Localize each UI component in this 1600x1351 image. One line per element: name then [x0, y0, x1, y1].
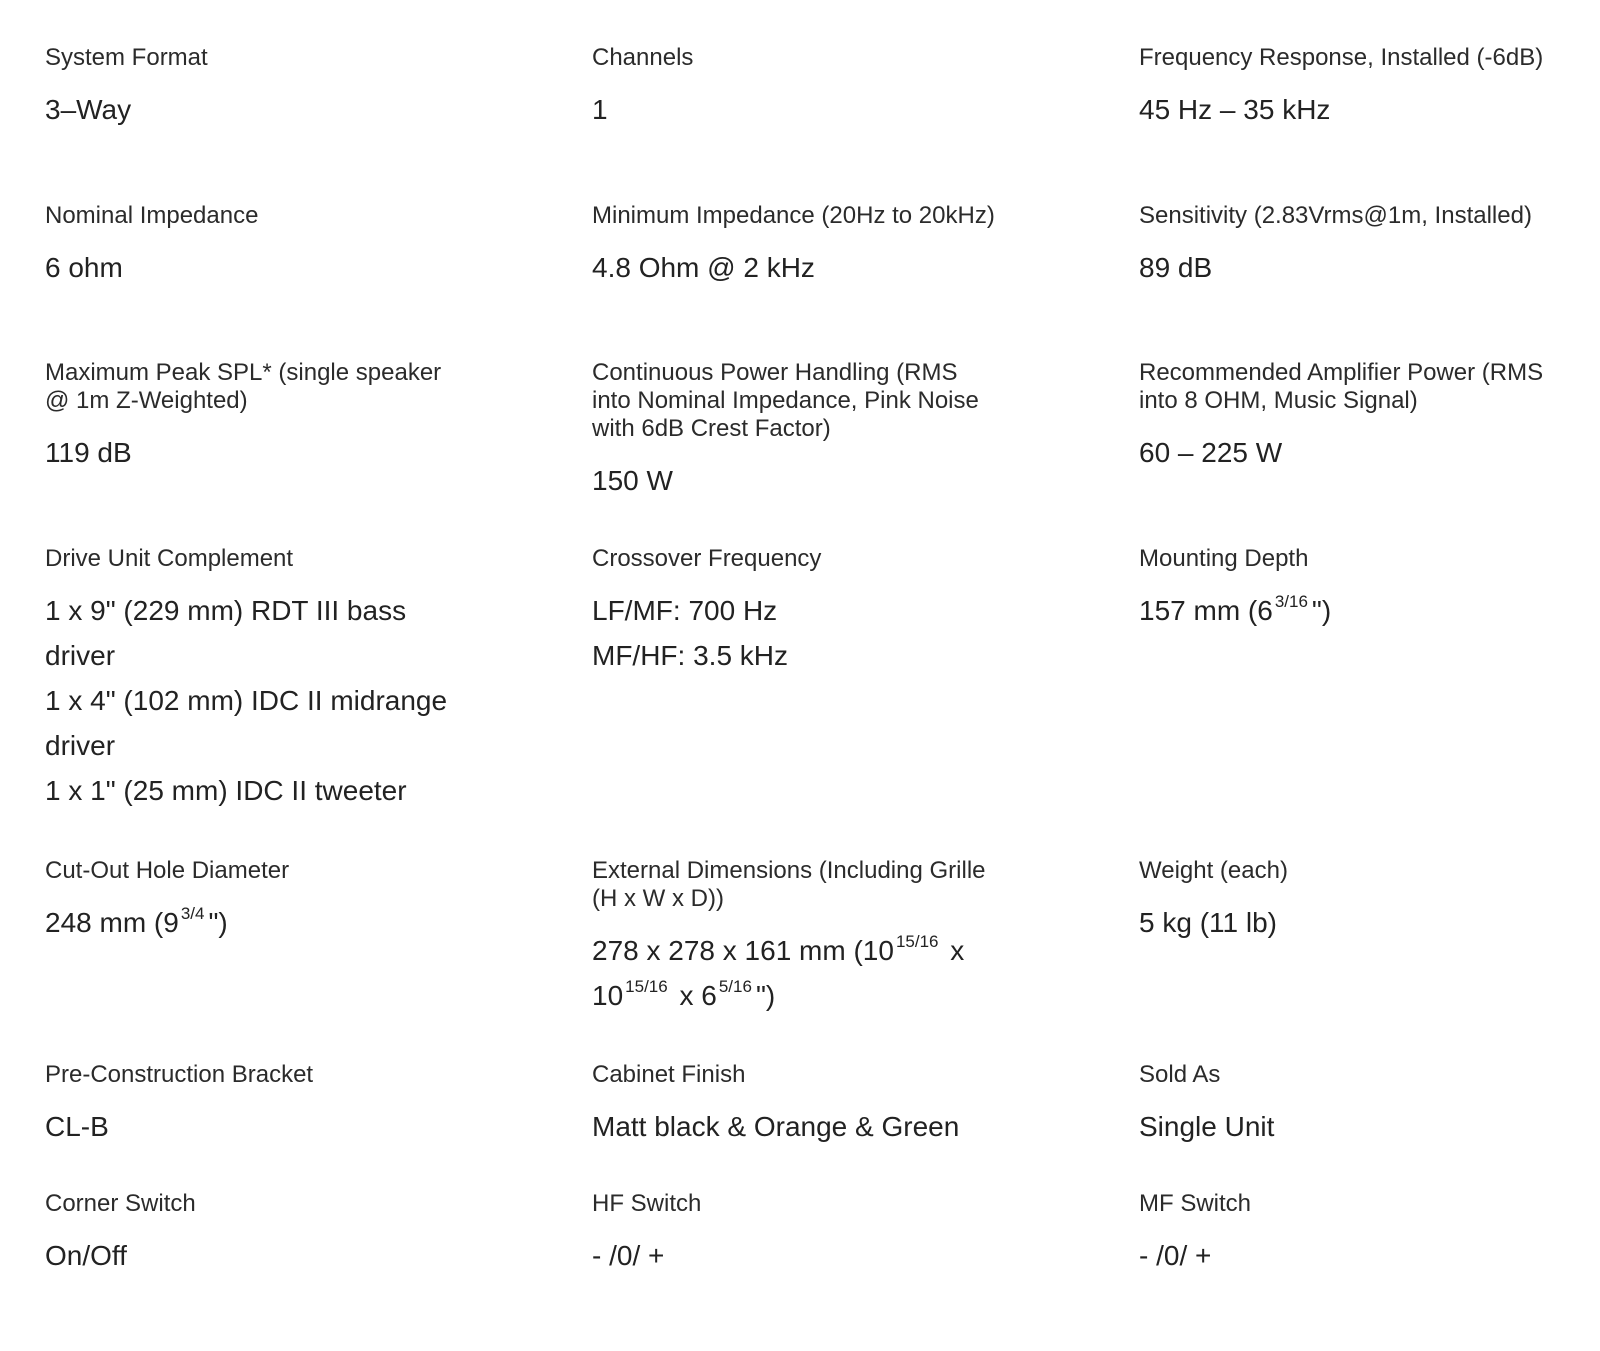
spec-value: 119 dB — [45, 437, 132, 468]
spec-value-text: 157 mm (6 — [1139, 595, 1273, 626]
spec-value-line: 1 x 4" (102 mm) IDC II midrange driver — [45, 685, 448, 761]
spec-label: Nominal Impedance — [45, 202, 259, 229]
spec-value-text: 248 mm (9 — [45, 907, 179, 938]
spec-mf-switch — [1139, 1190, 1549, 1278]
spec-value: 6 ohm — [45, 252, 123, 283]
spec-value-text: ") — [208, 907, 228, 938]
spec-value — [592, 928, 1002, 1018]
spec-value: 150 W — [592, 465, 673, 496]
spec-value — [45, 588, 455, 813]
spec-value: Single Unit — [1139, 1111, 1275, 1142]
spec-label: Sold As — [1139, 1061, 1221, 1088]
spec-label: Cut-Out Hole Diameter — [45, 857, 290, 884]
spec-value — [1139, 588, 1549, 633]
spec-label: Weight (each) — [1139, 857, 1288, 884]
spec-value-fraction: 3/4 — [180, 904, 205, 923]
spec-value: Matt black & Orange & Green — [592, 1111, 960, 1142]
spec-value: - /0/ + — [1139, 1240, 1212, 1271]
spec-label: Pre-Construction Bracket — [45, 1061, 314, 1088]
spec-value: 89 dB — [1139, 252, 1213, 283]
spec-value-fraction: 15/16 — [625, 977, 668, 996]
spec-max-peak-spl — [45, 359, 455, 475]
spec-value-line: MF/HF: 3.5 kHz — [592, 640, 789, 671]
spec-value: 5 kg (11 lb) — [1139, 907, 1277, 938]
spec-value — [592, 588, 1002, 678]
spec-label: System Format — [45, 44, 208, 71]
spec-crossover-frequency — [592, 545, 1002, 678]
spec-mounting-depth — [1139, 545, 1549, 633]
spec-system-format — [45, 44, 455, 132]
spec-value — [45, 900, 455, 945]
spec-recommended-amplifier-power — [1139, 359, 1549, 475]
spec-frequency-response — [1139, 44, 1549, 132]
spec-label: Drive Unit Complement — [45, 545, 294, 572]
spec-corner-switch — [45, 1190, 455, 1278]
spec-label: Mounting Depth — [1139, 545, 1309, 572]
spec-label: Continuous Power Handling (RMS into Nominal Impedance, Pink Noise with 6dB Crest Factor) — [592, 359, 979, 442]
spec-cabinet-finish — [592, 1061, 1002, 1149]
spec-channels — [592, 44, 1002, 132]
spec-value-fraction: 3/16 — [1274, 592, 1308, 611]
spec-value: 1 — [592, 94, 608, 125]
spec-minimum-impedance — [592, 202, 1002, 290]
spec-label: HF Switch — [592, 1190, 702, 1217]
spec-weight — [1139, 857, 1549, 945]
spec-label: External Dimensions (Including Grille (H x W x D)) — [592, 857, 986, 912]
spec-value-text: ") — [755, 980, 776, 1011]
spec-hf-switch — [592, 1190, 1002, 1278]
spec-value: 4.8 Ohm @ 2 kHz — [592, 252, 815, 283]
spec-label: MF Switch — [1139, 1190, 1252, 1217]
spec-sensitivity — [1139, 202, 1549, 290]
spec-value: - /0/ + — [592, 1240, 665, 1271]
spec-value-text: x 10 — [592, 935, 965, 1011]
spec-pre-construction-bracket — [45, 1061, 455, 1149]
spec-label: Minimum Impedance (20Hz to 20kHz) — [592, 202, 995, 229]
spec-label: Channels — [592, 44, 694, 71]
spec-value-line: 1 x 1" (25 mm) IDC II tweeter — [45, 775, 407, 806]
spec-value-fraction: 15/16 — [895, 932, 939, 951]
spec-label: Cabinet Finish — [592, 1061, 746, 1088]
spec-continuous-power — [592, 359, 1002, 503]
spec-label: Corner Switch — [45, 1190, 196, 1217]
spec-value: 60 – 225 W — [1139, 437, 1283, 468]
spec-external-dimensions — [592, 857, 1002, 1018]
spec-value-text: ") — [1311, 595, 1332, 626]
spec-drive-unit-complement — [45, 545, 455, 813]
spec-label: Maximum Peak SPL* (single speaker @ 1m Z-Weighted) — [45, 359, 442, 414]
spec-value-text: x 6 — [679, 980, 717, 1011]
spec-value-text: 278 x 278 x 161 mm (10 — [592, 935, 894, 966]
spec-value-fraction: 5/16 — [718, 977, 752, 996]
spec-label: Crossover Frequency — [592, 545, 822, 572]
spec-value: CL-B — [45, 1111, 109, 1142]
spec-value: 3–Way — [45, 94, 132, 125]
spec-cut-out-hole-diameter — [45, 857, 455, 945]
spec-value: On/Off — [45, 1240, 127, 1271]
spec-value: 45 Hz – 35 kHz — [1139, 94, 1331, 125]
spec-label: Frequency Response, Installed (-6dB) — [1139, 44, 1544, 71]
spec-label: Sensitivity (2.83Vrms@1m, Installed) — [1139, 202, 1532, 229]
spec-label: Recommended Amplifier Power (RMS into 8 OHM, Music Signal) — [1139, 359, 1544, 414]
spec-sold-as — [1139, 1061, 1549, 1149]
spec-value-line: LF/MF: 700 Hz — [592, 595, 778, 626]
spec-nominal-impedance — [45, 202, 455, 290]
spec-value-line: 1 x 9" (229 mm) RDT III bass driver — [45, 595, 407, 671]
